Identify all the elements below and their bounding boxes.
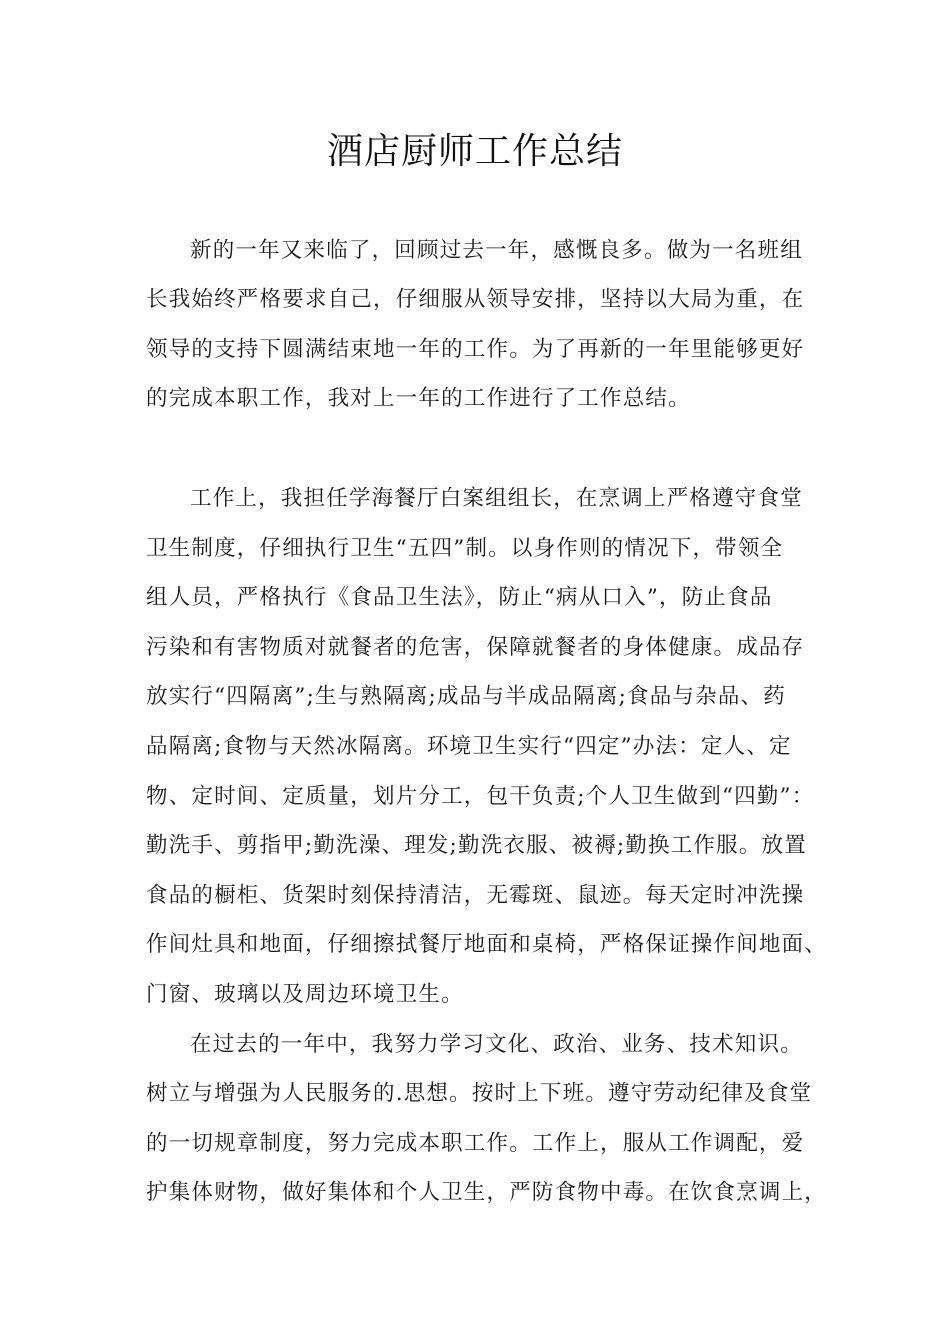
paragraph-line: 勤洗手、剪指甲;勤洗澡、理发;勤洗衣服、被褥;勤换工作服。放置 <box>146 833 807 858</box>
paragraph-line: 放实行“四隔离”;生与熟隔离;成品与半成品隔离;食品与杂品、药 <box>146 684 786 709</box>
document-title: 酒店厨师工作总结 <box>326 131 623 172</box>
paragraph-line: 树立与增强为人民服务的.思想。按时上下班。遵守劳动纪律及食堂 <box>146 1081 813 1106</box>
paragraph-line: 的完成本职工作，我对上一年的工作进行了工作总结。 <box>146 386 691 411</box>
paragraph-line: 品隔离;食物与天然冰隔离。环境卫生实行“四定”办法：定人、定 <box>146 734 792 759</box>
paragraph-line: 卫生制度，仔细执行卫生“五四”制。以身作则的情况下，带领全 <box>146 536 784 561</box>
paragraph-line: 门窗、玻璃以及周边环境卫生。 <box>146 982 464 1007</box>
paragraph-line: 物、定时间、定质量，划片分工，包干负责;个人卫生做到“四勤”： <box>146 784 815 809</box>
paragraph-line: 领导的支持下圆满结束地一年的工作。为了再新的一年里能够更好 <box>146 337 805 362</box>
paragraph-line: 的一切规章制度，努力完成本职工作。工作上，服从工作调配，爱 <box>146 1131 805 1156</box>
paragraph-line: 作间灶具和地面，仔细擦拭餐厅地面和桌椅，严格保证操作间地面、 <box>146 932 828 957</box>
paragraph-line: 食品的橱柜、货架时刻保持清洁，无霉斑、鼠迹。每天定时冲洗操 <box>146 883 805 908</box>
paragraph-line: 护集体财物，做好集体和个人卫生，严防食物中毒。在饮食烹调上， <box>146 1180 828 1205</box>
paragraph-line: 新的一年又来临了，回顾过去一年，感慨良多。做为一名班组 <box>190 238 803 263</box>
paragraph-line: 在过去的一年中，我努力学习文化、政治、业务、技术知识。 <box>190 1032 803 1057</box>
paragraph-line: 组人员，严格执行《食品卫生法》，防止“病从口入”，防止食品 <box>146 585 773 610</box>
paragraph-line: 污染和有害物质对就餐者的危害，保障就餐者的身体健康。成品存 <box>146 635 805 660</box>
paragraph-line: 工作上，我担任学海餐厅白案组组长，在烹调上严格遵守食堂 <box>190 486 803 511</box>
paragraph-line: 长我始终严格要求自己，仔细服从领导安排，坚持以大局为重，在 <box>146 287 805 312</box>
